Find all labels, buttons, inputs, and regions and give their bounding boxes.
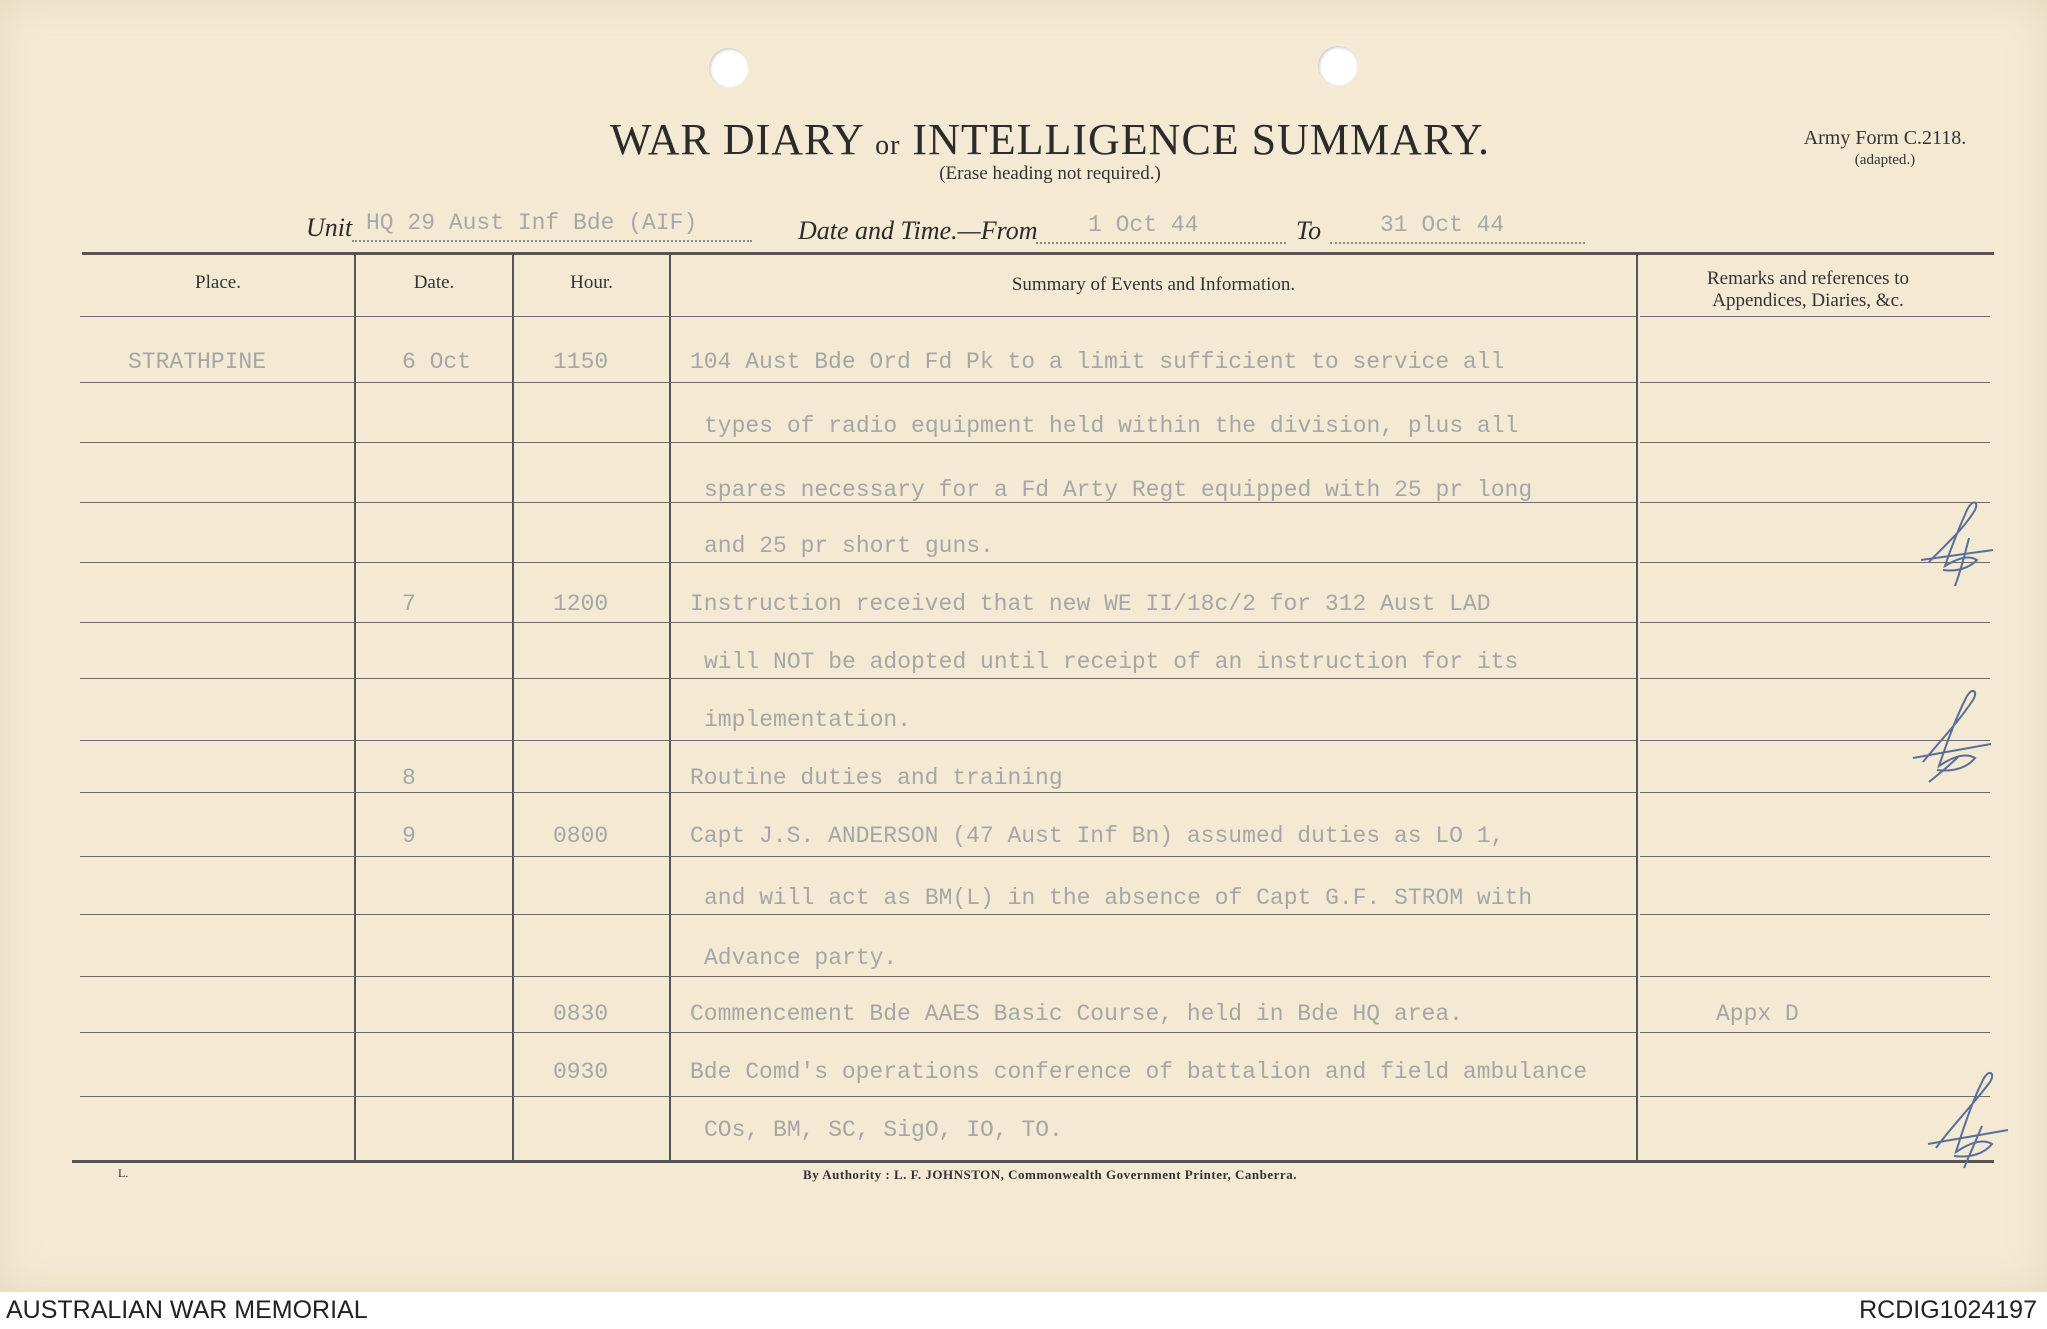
form-adapted-text: (adapted.): [1854, 152, 1916, 168]
row-rule-3-2: [1640, 442, 1990, 443]
col-head-place: Place.: [195, 272, 241, 293]
army-form-number: [1770, 127, 2000, 171]
to-date-value: 31 Oct 44: [1380, 212, 1505, 238]
col-head-remarks: [1638, 268, 1978, 312]
row-6-summary: will NOT be adopted until receipt of an instruction for its: [704, 649, 1519, 675]
row-3-summary: spares necessary for a Fd Arty Regt equipped with 25 pr long: [704, 477, 1533, 503]
row-rule-7-1: [80, 678, 1636, 679]
form-number-text: Army Form C.2118.: [1803, 127, 1967, 149]
unit-value: HQ 29 Aust Inf Bde (AIF): [366, 210, 698, 236]
row-1-hour: 1150: [553, 349, 609, 375]
punch-hole-left: [709, 48, 749, 88]
archive-item-id: RCDIG1024197: [1859, 1296, 2037, 1324]
date-time-label: Date and Time.—From: [798, 216, 1038, 245]
row-5-date: 7: [402, 591, 416, 617]
footer-mark: L.: [118, 1166, 129, 1180]
archive-institution: AUSTRALIAN WAR MEMORIAL: [6, 1296, 368, 1324]
col-divider-place: [354, 253, 356, 1161]
col-head-date: Date.: [413, 272, 455, 293]
col-divider-date: [512, 253, 514, 1161]
row-7-summary: implementation.: [704, 707, 912, 733]
unit-dotted-line: [352, 240, 752, 242]
remarks-head-line-1: Remarks and references to: [1706, 268, 1910, 289]
row-rule-6-2: [1640, 622, 1990, 623]
row-9-date: 9: [402, 823, 416, 849]
col-divider-summary: [1636, 253, 1638, 1161]
row-rule-6-1: [80, 622, 1636, 623]
initials-signature-1: [1915, 490, 2005, 590]
col-head-hour: Hour.: [570, 272, 613, 293]
row-13-summary: Bde Comd's operations conference of battalion and field ambulance: [690, 1059, 1588, 1085]
form-subtitle: (Erase heading not required.): [939, 163, 1161, 184]
row-rule-11-2: [1640, 914, 1990, 915]
row-rule-1-1: [80, 316, 1636, 317]
title-or: or: [875, 130, 901, 161]
row-rule-13-2: [1640, 1032, 1990, 1033]
title-part-1: WAR DIARY: [610, 115, 864, 164]
row-11-summary: Advance party.: [704, 945, 898, 971]
row-1-summary: 104 Aust Bde Ord Fd Pk to a limit sufficient to service all: [690, 349, 1505, 375]
archive-caption-bar: [0, 1292, 2047, 1329]
row-14-summary: COs, BM, SC, SigO, IO, TO.: [704, 1117, 1063, 1143]
row-12-hour: 0830: [553, 1001, 609, 1027]
row-rule-12-2: [1640, 976, 1990, 977]
form-title: [560, 114, 1540, 165]
unit-label: Unit: [306, 213, 353, 242]
table-bottom-rule: [72, 1160, 1994, 1163]
row-1-date: 6 Oct: [402, 349, 472, 375]
initials-signature-3: [1920, 1060, 2020, 1170]
row-12-remarks: Appx D: [1716, 1001, 1799, 1027]
row-2-summary: types of radio equipment held within the division, plus all: [704, 413, 1519, 439]
row-1-place: STRATHPINE: [128, 349, 267, 375]
row-rule-1-2: [1640, 316, 1990, 317]
punch-hole-right: [1318, 46, 1358, 86]
row-rule-8-1: [80, 740, 1636, 741]
row-10-summary: and will act as BM(L) in the absence of Capt G.F. STROM with: [704, 885, 1533, 911]
to-label: To: [1296, 216, 1322, 245]
from-dotted-line: [1036, 242, 1286, 244]
row-13-hour: 0930: [553, 1059, 609, 1085]
row-rule-12-1: [80, 976, 1636, 977]
row-rule-2-2: [1640, 382, 1990, 383]
row-5-hour: 1200: [553, 591, 609, 617]
row-rule-11-1: [80, 914, 1636, 915]
row-9-hour: 0800: [553, 823, 609, 849]
row-rule-9-2: [1640, 792, 1990, 793]
row-rule-13-1: [80, 1032, 1636, 1033]
row-8-summary: Routine duties and training: [690, 765, 1063, 791]
row-5-summary: Instruction received that new WE II/18c/2 for 312 Aust LAD: [690, 591, 1491, 617]
row-rule-14-1: [80, 1096, 1636, 1097]
row-8-date: 8: [402, 765, 416, 791]
row-rule-9-1: [80, 792, 1636, 793]
remarks-head-line-2: Appendices, Diaries, &c.: [1712, 290, 1904, 311]
title-part-2: INTELLIGENCE SUMMARY.: [912, 115, 1490, 164]
col-divider-hour: [669, 253, 671, 1161]
col-head-summary: Summary of Events and Information.: [1011, 274, 1296, 295]
row-rule-10-1: [80, 856, 1636, 857]
to-dotted-line: [1330, 242, 1585, 244]
initials-signature-2: [1905, 678, 2005, 788]
row-9-summary: Capt J.S. ANDERSON (47 Aust Inf Bn) assumed duties as LO 1,: [690, 823, 1505, 849]
row-rule-5-1: [80, 562, 1636, 563]
row-rule-3-1: [80, 442, 1636, 443]
footer-authority: By Authority : L. F. JOHNSTON, Commonwealth Government Printer, Canberra.: [803, 1167, 1297, 1182]
row-12-summary: Commencement Bde AAES Basic Course, held in Bde HQ area.: [690, 1001, 1463, 1027]
from-date-value: 1 Oct 44: [1088, 212, 1199, 238]
table-top-rule: [82, 252, 1994, 255]
row-rule-10-2: [1640, 856, 1990, 857]
row-rule-2-1: [80, 382, 1636, 383]
row-4-summary: and 25 pr short guns.: [704, 533, 994, 559]
